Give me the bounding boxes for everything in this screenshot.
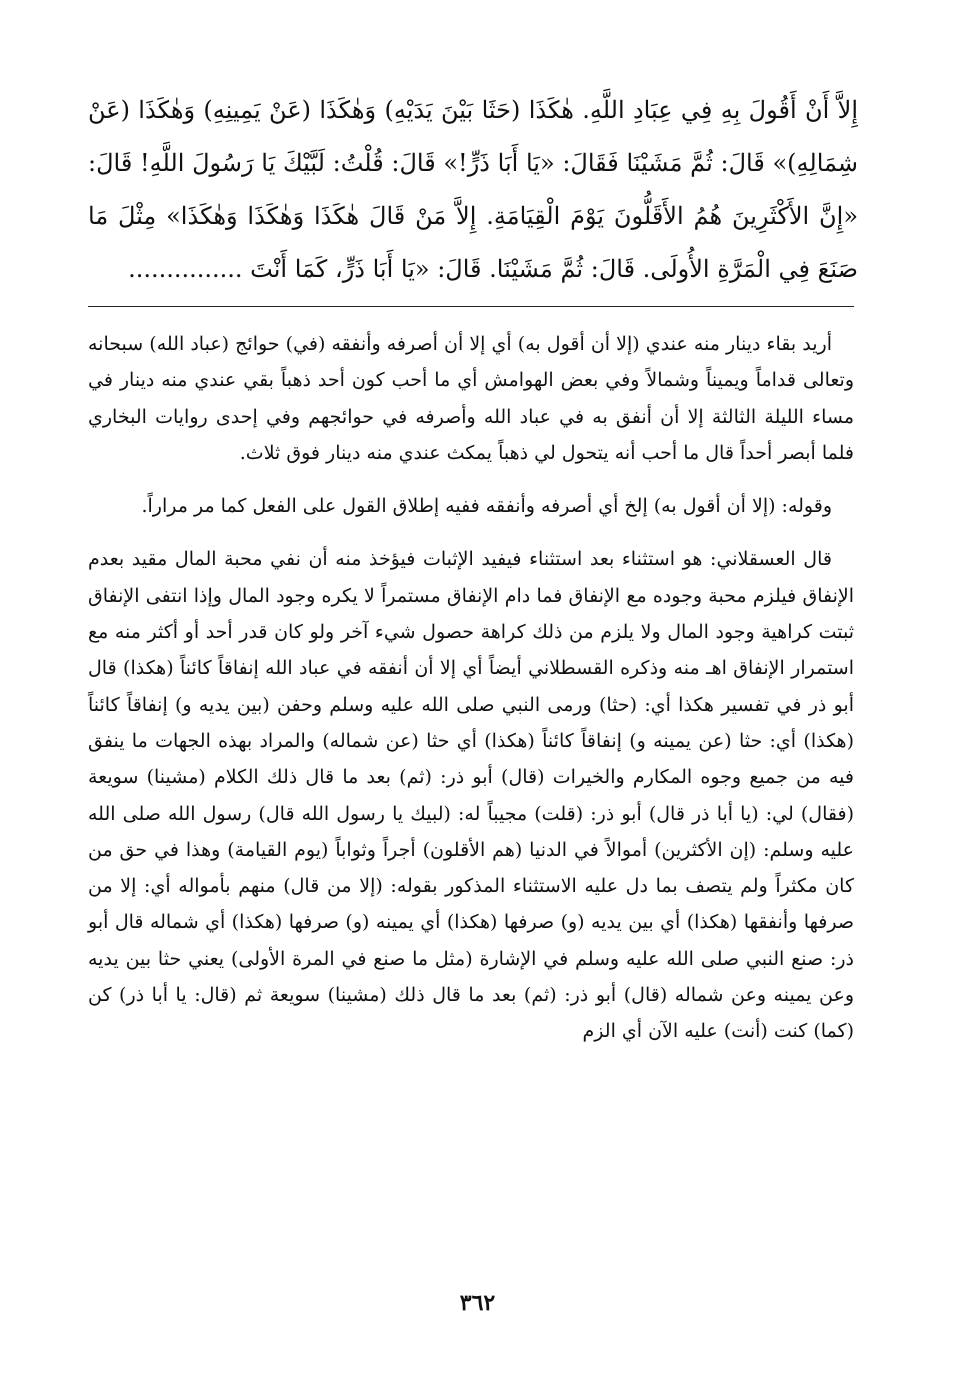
commentary-paragraph-1: أريد بقاء دينار منه عندي (إلا أن أقول به) أي إلا أن أصرفه وأنفقه (في) حوائج (عباد الله) سبحانه وتعالى قداماً ويميناً وشمالاً وفي بعض الهوامش أي ما أحب كون أحد ذهباً بقي عندي منه دينار في مساء الليلة الثالثة إلا أن أنفق به في عباد الله وأصرفه في حوائجهم وفي إحدى روايات البخاري فلما أبصر أحداً قال ما أحب أنه يتحول لي ذهباً يمكث عندي منه دينار فوق ثلاث. — [88, 333, 854, 464]
hadith-text — [88, 84, 858, 296]
commentary-section — [88, 326, 854, 1050]
page-number: ٣٦٢ — [459, 1290, 496, 1316]
footnote-divider — [88, 306, 854, 307]
hadith-paragraph: إِلاَّ أَنْ أَقُولَ بِهِ فِي عِبَادِ اللَّهِ. هٰكَذَا (حَثَا بَيْنَ يَدَيْهِ) وَهٰكَذَا (عَنْ يَمِينِهِ) وَهٰكَذَا (عَنْ شِمَالِهِ)» قَالَ: ثُمَّ مَشَيْنَا فَقَالَ: «يَا أَبَا ذَرٍّ!» قَالَ: قُلْتُ: لَبَّيْكَ يَا رَسُولَ اللَّهِ! قَالَ: «إِنَّ الأَكْثَرِينَ هُمُ الأَقَلُّونَ يَوْمَ الْقِيَامَةِ. إِلاَّ مَنْ قَالَ هٰكَذَا وَهٰكَذَا وَهٰكَذَا» مِثْلَ مَا صَنَعَ فِي الْمَرَّةِ الأُولَى. قَالَ: ثُمَّ مَشَيْنَا. قَالَ: «يَا أَبَا ذَرٍّ، كَمَا أَنْتَ ............... — [88, 96, 858, 283]
commentary-paragraph-2: وقوله: (إلا أن أقول به) إلخ أي أصرفه وأنفقه ففيه إطلاق القول على الفعل كما مر مراراً. — [141, 495, 832, 518]
commentary-paragraph-3: قال العسقلاني: هو استثناء بعد استثناء فيفيد الإثبات فيؤخذ منه أن نفي محبة المال مقيد بعدم الإنفاق فيلزم محبة وجوده مع الإنفاق فما دام الإنفاق مستمراً لا يكره وجود المال وإذا انتفى الإنفاق ثبتت كراهية وجود المال ولا يلزم من ذلك كراهة حصول شيء آخر ولو كان قدر أحد أو أكثر منه مع استمرار الإنفاق اهـ منه وذكره القسطلاني أيضاً أي إلا أن أنفقه في عباد الله إنفاقاً كائناً (هكذا) قال أبو ذر في تفسير هكذا أي: (حثا) ورمى النبي صلى الله عليه وسلم وحفن (بين يديه و) إنفاقاً كائناً (هكذا) أي: حثا (عن يمينه و) إنفاقاً كائناً (هكذا) أي حثا (عن شماله) والمراد بهذه الجهات ما ينفق فيه من جميع وجوه المكارم والخيرات (قال) أبو ذر: (ثم) بعد ما قال ذلك الكلام (مشينا) سويعة (فقال) لي: (يا أبا ذر قال) أبو ذر: (قلت) مجيباً له: (لبيك يا رسول الله قال) رسول الله صلى الله عليه وسلم: (إن الأكثرين) أموالاً في الدنيا (هم الأقلون) أجراً وثواباً (يوم القيامة) وهذا في حق من كان مكثراً ولم يتصف بما دل عليه الاستثناء المذكور بقوله: (إلا من قال) منهم بأمواله أي: إلا من صرفها وأنفقها (هكذا) أي بين يديه (و) صرفها (هكذا) أي يمينه (و) صرفها (هكذا) أي شماله قال أبو ذر: صنع النبي صلى الله عليه وسلم في الإشارة (مثل ما صنع في المرة الأولى) يعني حثا بين يديه وعن يمينه وعن شماله (قال) أبو ذر: (ثم) بعد ما قال ذلك (مشينا) سويعة ثم (قال: يا أبا ذر) كن (كما) كنت (أنت) عليه الآن أي الزم — [88, 548, 854, 1043]
